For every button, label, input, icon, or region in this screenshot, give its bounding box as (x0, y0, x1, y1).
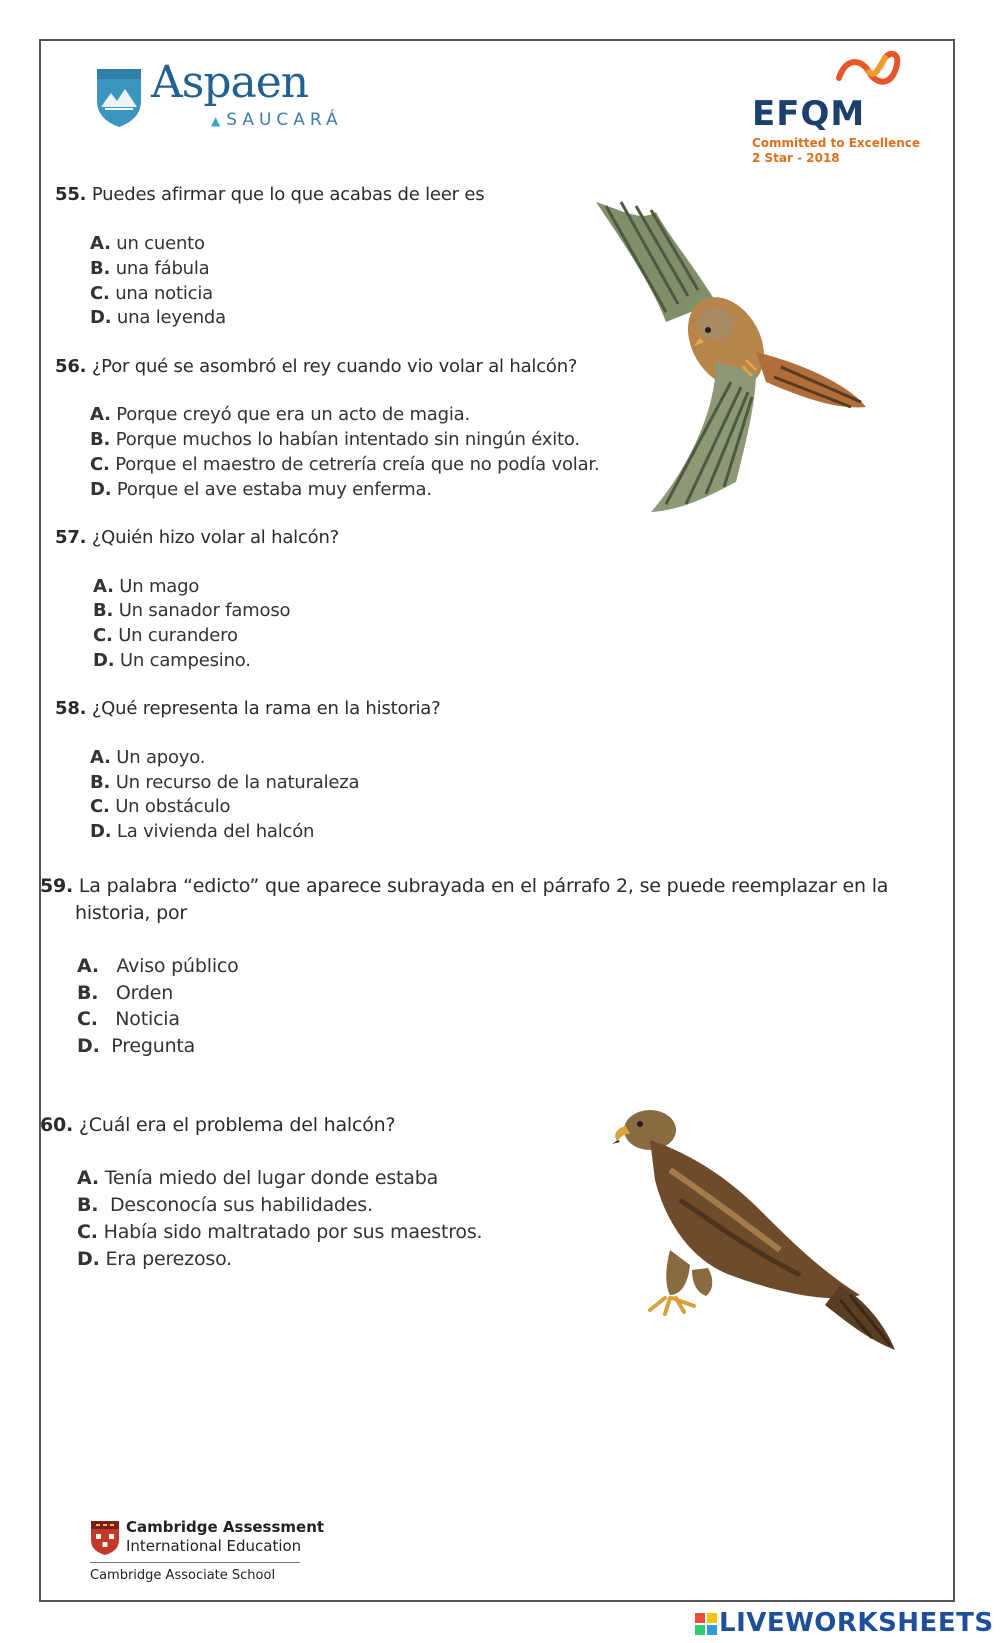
question-text: ¿Por qué se asombró el rey cuando vio volar al halcón? (91, 356, 578, 377)
liveworksheets-icon (695, 1613, 717, 1635)
option-text: Un sanador famoso (118, 600, 291, 621)
liveworksheets-badge[interactable] (695, 1608, 995, 1638)
option-57-b[interactable] (93, 600, 290, 621)
option-letter: D. (90, 479, 112, 500)
option-text: Un campesino. (119, 650, 251, 671)
option-text: Aviso público (116, 955, 239, 977)
option-56-a[interactable] (90, 404, 470, 425)
option-58-c[interactable] (90, 796, 230, 817)
shield-icon (95, 65, 143, 129)
option-letter: D. (90, 307, 112, 328)
option-letter: A. (90, 404, 111, 425)
cambridge-associate: Cambridge Associate School (90, 1568, 276, 1583)
option-56-b[interactable] (90, 429, 580, 450)
question-58 (55, 698, 440, 719)
kestrel-illustration (596, 192, 896, 532)
question-text: ¿Qué representa la rama en la historia? (91, 698, 441, 719)
question-number: 56. (55, 356, 87, 377)
option-text: Un obstáculo (115, 796, 231, 817)
question-59-line2: historia, por (75, 902, 188, 924)
option-text: una noticia (115, 283, 213, 304)
cambridge-logo (90, 1518, 325, 1588)
cambridge-subtitle: International Education (126, 1537, 302, 1555)
option-58-b[interactable] (90, 772, 359, 793)
option-59-d[interactable] (77, 1035, 195, 1057)
option-55-a[interactable] (90, 233, 205, 254)
option-letter: A. (90, 233, 111, 254)
option-57-c[interactable] (93, 625, 238, 646)
option-60-d[interactable] (77, 1248, 232, 1270)
option-text: Un curandero (118, 625, 238, 646)
option-letter: A. (77, 1167, 99, 1189)
option-56-c[interactable] (90, 454, 600, 475)
option-60-a[interactable] (77, 1167, 438, 1189)
efqm-logo (750, 48, 920, 168)
question-57 (55, 527, 339, 548)
option-55-c[interactable] (90, 283, 213, 304)
crest-icon (90, 1520, 120, 1556)
option-letter: B. (93, 600, 114, 621)
divider (90, 1562, 300, 1563)
question-number: 59. (40, 875, 74, 897)
efqm-star-rating: 2 Star - 2018 (752, 151, 840, 165)
option-letter: B. (90, 429, 111, 450)
option-56-d[interactable] (90, 479, 432, 500)
option-text: Porque el ave estaba muy enferma. (116, 479, 432, 500)
option-letter: C. (77, 1008, 98, 1030)
question-60 (40, 1114, 395, 1136)
option-letter: A. (93, 576, 114, 597)
option-text: Un recurso de la naturaleza (115, 772, 360, 793)
option-letter: D. (90, 821, 112, 842)
efqm-tagline: Committed to Excellence (752, 136, 921, 150)
question-56 (55, 356, 577, 377)
option-letter: B. (77, 1194, 99, 1216)
option-58-a[interactable] (90, 747, 205, 768)
option-letter: C. (77, 1221, 98, 1243)
option-letter: C. (90, 796, 110, 817)
option-letter: A. (77, 955, 99, 977)
option-text: Noticia (115, 1008, 180, 1030)
option-57-d[interactable] (93, 650, 251, 671)
option-letter: D. (93, 650, 115, 671)
option-letter: A. (90, 747, 111, 768)
question-number: 55. (55, 184, 87, 205)
option-59-a[interactable] (77, 955, 239, 977)
option-letter: D. (77, 1035, 100, 1057)
option-letter: D. (77, 1248, 100, 1270)
option-text: Tenía miedo del lugar donde estaba (104, 1167, 439, 1189)
liveworksheets-text: LIVEWORKSHEETS (719, 1608, 994, 1638)
option-letter: C. (90, 283, 110, 304)
question-55 (55, 184, 484, 205)
option-text: Porque muchos lo habían intentado sin ningún éxito. (115, 429, 580, 450)
aspaen-logo (95, 57, 355, 133)
option-text: Porque el maestro de cetrería creía que no podía volar. (115, 454, 600, 475)
option-60-b[interactable] (77, 1194, 373, 1216)
option-55-d[interactable] (90, 307, 226, 328)
option-text: Pregunta (111, 1035, 196, 1057)
option-text: una leyenda (116, 307, 226, 328)
option-text: Desconocía sus habilidades. (110, 1194, 373, 1216)
option-text: una fábula (115, 258, 210, 279)
question-text: Puedes afirmar que lo que acabas de leer es (91, 184, 485, 205)
question-59 (40, 875, 888, 897)
option-letter: C. (90, 454, 110, 475)
option-59-b[interactable] (77, 982, 173, 1004)
option-55-b[interactable] (90, 258, 210, 279)
option-text: Un mago (119, 576, 200, 597)
option-60-c[interactable] (77, 1221, 482, 1243)
efqm-ribbon-icon (835, 48, 905, 92)
option-58-d[interactable] (90, 821, 314, 842)
question-number: 57. (55, 527, 87, 548)
school-campus: ▲ SAUCARÁ (211, 110, 343, 130)
option-letter: B. (77, 982, 99, 1004)
cambridge-title: Cambridge Assessment (126, 1518, 325, 1536)
efqm-name: EFQM (752, 94, 866, 134)
question-number: 60. (40, 1114, 74, 1136)
option-letter: B. (90, 258, 111, 279)
option-text: Porque creyó que era un acto de magia. (116, 404, 471, 425)
option-text: La vivienda del halcón (116, 821, 315, 842)
eagle-illustration (610, 1100, 900, 1360)
option-text: un cuento (116, 233, 205, 254)
option-text: Había sido maltratado por sus maestros. (103, 1221, 483, 1243)
option-text: Orden (115, 982, 174, 1004)
option-59-c[interactable] (77, 1008, 180, 1030)
school-name: Aspaen (151, 57, 309, 108)
question-text: ¿Quién hizo volar al halcón? (91, 527, 340, 548)
option-text: Era perezoso. (105, 1248, 232, 1270)
question-text: ¿Cuál era el problema del halcón? (78, 1114, 396, 1136)
option-letter: B. (90, 772, 111, 793)
option-text: Un apoyo. (116, 747, 206, 768)
school-campus-text: SAUCARÁ (226, 110, 343, 130)
option-letter: C. (93, 625, 113, 646)
question-text: La palabra “edicto” que aparece subrayada en el párrafo 2, se puede reemplazar en la (78, 875, 889, 897)
question-number: 58. (55, 698, 87, 719)
option-57-a[interactable] (93, 576, 199, 597)
